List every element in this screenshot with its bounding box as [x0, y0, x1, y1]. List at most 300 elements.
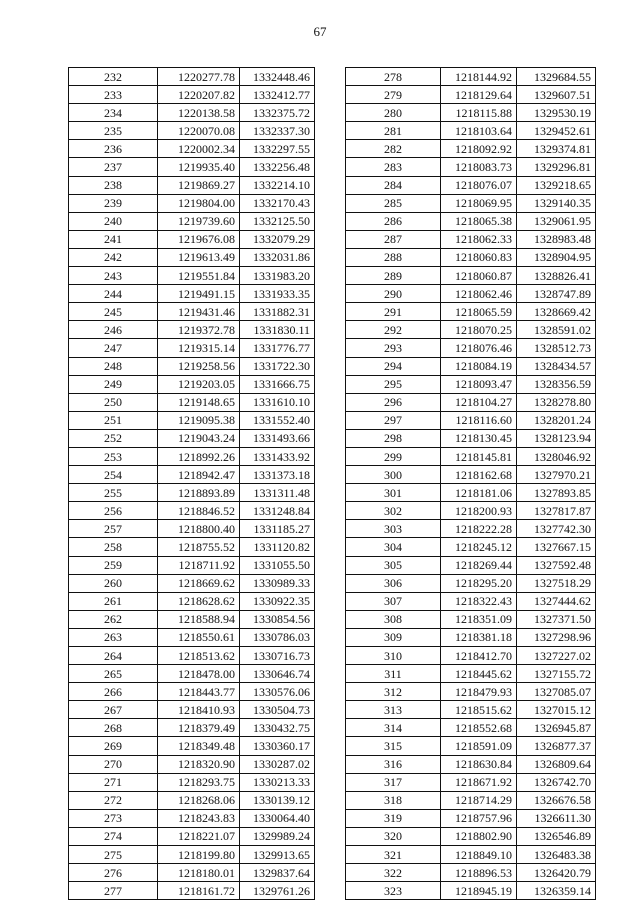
x-coordinate-cell: 1219935.40 [158, 158, 240, 176]
y-coordinate-cell: 1330786.03 [240, 628, 315, 646]
x-coordinate-cell: 1218115.88 [441, 104, 517, 122]
x-coordinate-cell: 1218104.27 [441, 393, 517, 411]
point-number-cell: 277 [69, 882, 158, 900]
point-number-cell: 284 [346, 176, 441, 194]
y-coordinate-cell: 1331722.30 [240, 357, 315, 375]
x-coordinate-cell: 1219203.05 [158, 375, 240, 393]
point-number-cell: 282 [346, 140, 441, 158]
table-row [346, 628, 596, 646]
y-coordinate-cell: 1330360.17 [240, 737, 315, 755]
point-number-cell: 237 [69, 158, 158, 176]
table-row [346, 520, 596, 538]
x-coordinate-cell: 1218103.64 [441, 122, 517, 140]
table-row [346, 755, 596, 773]
table-row [69, 846, 315, 864]
x-coordinate-cell: 1218243.83 [158, 809, 240, 827]
point-number-cell: 232 [69, 68, 158, 86]
point-number-cell: 256 [69, 502, 158, 520]
y-coordinate-cell: 1332375.72 [240, 104, 315, 122]
y-coordinate-cell: 1327085.07 [517, 683, 596, 701]
y-coordinate-cell: 1330646.74 [240, 665, 315, 683]
x-coordinate-cell: 1218322.43 [441, 592, 517, 610]
point-number-cell: 295 [346, 375, 441, 393]
point-number-cell: 264 [69, 647, 158, 665]
coordinate-table-right [345, 67, 596, 900]
x-coordinate-cell: 1218628.62 [158, 592, 240, 610]
x-coordinate-cell: 1219676.08 [158, 230, 240, 248]
y-coordinate-cell: 1331830.11 [240, 321, 315, 339]
y-coordinate-cell: 1326742.70 [517, 773, 596, 791]
y-coordinate-cell: 1328591.02 [517, 321, 596, 339]
table-row [346, 647, 596, 665]
point-number-cell: 245 [69, 303, 158, 321]
x-coordinate-cell: 1220138.58 [158, 104, 240, 122]
y-coordinate-cell: 1329296.81 [517, 158, 596, 176]
point-number-cell: 314 [346, 719, 441, 737]
y-coordinate-cell: 1332125.50 [240, 212, 315, 230]
y-coordinate-cell: 1328904.95 [517, 248, 596, 266]
y-coordinate-cell: 1329061.95 [517, 212, 596, 230]
table-row [69, 230, 315, 248]
y-coordinate-cell: 1326945.87 [517, 719, 596, 737]
y-coordinate-cell: 1326611.30 [517, 809, 596, 827]
table-row [69, 556, 315, 574]
y-coordinate-cell: 1331933.35 [240, 285, 315, 303]
table-row [346, 176, 596, 194]
x-coordinate-cell: 1218412.70 [441, 647, 517, 665]
y-coordinate-cell: 1332256.48 [240, 158, 315, 176]
point-number-cell: 261 [69, 592, 158, 610]
table-row [346, 158, 596, 176]
y-coordinate-cell: 1327298.96 [517, 628, 596, 646]
point-number-cell: 304 [346, 538, 441, 556]
y-coordinate-cell: 1332031.86 [240, 248, 315, 266]
x-coordinate-cell: 1218320.90 [158, 755, 240, 773]
table-row [346, 665, 596, 683]
y-coordinate-cell: 1326809.64 [517, 755, 596, 773]
x-coordinate-cell: 1218849.10 [441, 846, 517, 864]
point-number-cell: 315 [346, 737, 441, 755]
y-coordinate-cell: 1328983.48 [517, 230, 596, 248]
y-coordinate-cell: 1330504.73 [240, 701, 315, 719]
point-number-cell: 301 [346, 484, 441, 502]
table-row [69, 68, 315, 86]
table-row [346, 683, 596, 701]
coordinate-table-right-body [346, 68, 596, 900]
point-number-cell: 293 [346, 339, 441, 357]
table-row [69, 809, 315, 827]
table-row [69, 393, 315, 411]
x-coordinate-cell: 1218443.77 [158, 683, 240, 701]
y-coordinate-cell: 1332170.43 [240, 194, 315, 212]
point-number-cell: 299 [346, 447, 441, 465]
x-coordinate-cell: 1218084.19 [441, 357, 517, 375]
point-number-cell: 253 [69, 447, 158, 465]
x-coordinate-cell: 1218161.72 [158, 882, 240, 900]
x-coordinate-cell: 1218295.20 [441, 574, 517, 592]
y-coordinate-cell: 1331552.40 [240, 411, 315, 429]
y-coordinate-cell: 1326877.37 [517, 737, 596, 755]
y-coordinate-cell: 1329530.19 [517, 104, 596, 122]
table-row [346, 809, 596, 827]
x-coordinate-cell: 1218144.92 [441, 68, 517, 86]
table-row [69, 321, 315, 339]
table-row [346, 592, 596, 610]
point-number-cell: 251 [69, 411, 158, 429]
point-number-cell: 246 [69, 321, 158, 339]
y-coordinate-cell: 1330576.06 [240, 683, 315, 701]
y-coordinate-cell: 1326676.58 [517, 791, 596, 809]
x-coordinate-cell: 1218381.18 [441, 628, 517, 646]
point-number-cell: 239 [69, 194, 158, 212]
y-coordinate-cell: 1327444.62 [517, 592, 596, 610]
y-coordinate-cell: 1328826.41 [517, 267, 596, 285]
x-coordinate-cell: 1219431.46 [158, 303, 240, 321]
point-number-cell: 249 [69, 375, 158, 393]
table-row [69, 610, 315, 628]
y-coordinate-cell: 1332448.46 [240, 68, 315, 86]
table-row [69, 755, 315, 773]
x-coordinate-cell: 1218349.48 [158, 737, 240, 755]
x-coordinate-cell: 1218630.84 [441, 755, 517, 773]
x-coordinate-cell: 1218846.52 [158, 502, 240, 520]
y-coordinate-cell: 1327742.30 [517, 520, 596, 538]
y-coordinate-cell: 1331882.31 [240, 303, 315, 321]
x-coordinate-cell: 1218083.73 [441, 158, 517, 176]
table-row [69, 701, 315, 719]
y-coordinate-cell: 1327592.48 [517, 556, 596, 574]
table-row [346, 791, 596, 809]
coordinate-table-left [68, 67, 315, 900]
y-coordinate-cell: 1329452.61 [517, 122, 596, 140]
point-number-cell: 321 [346, 846, 441, 864]
table-row [346, 574, 596, 592]
y-coordinate-cell: 1327518.29 [517, 574, 596, 592]
table-row [69, 864, 315, 882]
point-number-cell: 281 [346, 122, 441, 140]
y-coordinate-cell: 1327893.85 [517, 484, 596, 502]
y-coordinate-cell: 1328747.89 [517, 285, 596, 303]
table-row [69, 104, 315, 122]
x-coordinate-cell: 1218269.44 [441, 556, 517, 574]
x-coordinate-cell: 1219804.00 [158, 194, 240, 212]
x-coordinate-cell: 1219258.56 [158, 357, 240, 375]
point-number-cell: 276 [69, 864, 158, 882]
x-coordinate-cell: 1219372.78 [158, 321, 240, 339]
y-coordinate-cell: 1328356.59 [517, 375, 596, 393]
table-row [346, 429, 596, 447]
point-number-cell: 302 [346, 502, 441, 520]
y-coordinate-cell: 1332297.55 [240, 140, 315, 158]
x-coordinate-cell: 1218410.93 [158, 701, 240, 719]
y-coordinate-cell: 1331248.84 [240, 502, 315, 520]
point-number-cell: 266 [69, 683, 158, 701]
y-coordinate-cell: 1329374.81 [517, 140, 596, 158]
point-number-cell: 243 [69, 267, 158, 285]
y-coordinate-cell: 1327817.87 [517, 502, 596, 520]
y-coordinate-cell: 1331120.82 [240, 538, 315, 556]
table-row [346, 122, 596, 140]
table-row [69, 683, 315, 701]
y-coordinate-cell: 1327667.15 [517, 538, 596, 556]
table-row [69, 339, 315, 357]
y-coordinate-cell: 1329761.26 [240, 882, 315, 900]
table-row [69, 484, 315, 502]
point-number-cell: 248 [69, 357, 158, 375]
point-number-cell: 323 [346, 882, 441, 900]
table-row [69, 212, 315, 230]
point-number-cell: 312 [346, 683, 441, 701]
table-row [346, 285, 596, 303]
table-row [69, 882, 315, 900]
y-coordinate-cell: 1330716.73 [240, 647, 315, 665]
x-coordinate-cell: 1218379.49 [158, 719, 240, 737]
point-number-cell: 285 [346, 194, 441, 212]
point-number-cell: 271 [69, 773, 158, 791]
y-coordinate-cell: 1326546.89 [517, 827, 596, 845]
table-row [69, 502, 315, 520]
table-row [346, 411, 596, 429]
x-coordinate-cell: 1219551.84 [158, 267, 240, 285]
point-number-cell: 294 [346, 357, 441, 375]
point-number-cell: 259 [69, 556, 158, 574]
x-coordinate-cell: 1218711.92 [158, 556, 240, 574]
point-number-cell: 236 [69, 140, 158, 158]
table-row [346, 484, 596, 502]
point-number-cell: 241 [69, 230, 158, 248]
table-row [69, 737, 315, 755]
point-number-cell: 252 [69, 429, 158, 447]
y-coordinate-cell: 1329218.65 [517, 176, 596, 194]
y-coordinate-cell: 1329989.24 [240, 827, 315, 845]
x-coordinate-cell: 1219613.49 [158, 248, 240, 266]
table-row [346, 86, 596, 104]
table-row [346, 339, 596, 357]
table-row [69, 375, 315, 393]
point-number-cell: 307 [346, 592, 441, 610]
point-number-cell: 306 [346, 574, 441, 592]
point-number-cell: 247 [69, 339, 158, 357]
coordinate-table-left-body [69, 68, 315, 900]
table-row [346, 466, 596, 484]
x-coordinate-cell: 1218351.09 [441, 610, 517, 628]
x-coordinate-cell: 1218479.93 [441, 683, 517, 701]
table-row [69, 538, 315, 556]
x-coordinate-cell: 1218588.94 [158, 610, 240, 628]
point-number-cell: 238 [69, 176, 158, 194]
point-number-cell: 318 [346, 791, 441, 809]
point-number-cell: 263 [69, 628, 158, 646]
table-row [69, 248, 315, 266]
y-coordinate-cell: 1329607.51 [517, 86, 596, 104]
table-row [69, 466, 315, 484]
y-coordinate-cell: 1329837.64 [240, 864, 315, 882]
x-coordinate-cell: 1219491.15 [158, 285, 240, 303]
point-number-cell: 288 [346, 248, 441, 266]
x-coordinate-cell: 1218145.81 [441, 447, 517, 465]
point-number-cell: 289 [346, 267, 441, 285]
x-coordinate-cell: 1218992.26 [158, 447, 240, 465]
x-coordinate-cell: 1218515.62 [441, 701, 517, 719]
x-coordinate-cell: 1218065.38 [441, 212, 517, 230]
y-coordinate-cell: 1330287.02 [240, 755, 315, 773]
table-row [69, 194, 315, 212]
table-row [69, 665, 315, 683]
x-coordinate-cell: 1218180.01 [158, 864, 240, 882]
x-coordinate-cell: 1218062.46 [441, 285, 517, 303]
y-coordinate-cell: 1330432.75 [240, 719, 315, 737]
table-row [69, 773, 315, 791]
y-coordinate-cell: 1328123.94 [517, 429, 596, 447]
x-coordinate-cell: 1219739.60 [158, 212, 240, 230]
y-coordinate-cell: 1328434.57 [517, 357, 596, 375]
x-coordinate-cell: 1218591.09 [441, 737, 517, 755]
y-coordinate-cell: 1328201.24 [517, 411, 596, 429]
point-number-cell: 269 [69, 737, 158, 755]
x-coordinate-cell: 1218065.59 [441, 303, 517, 321]
point-number-cell: 283 [346, 158, 441, 176]
x-coordinate-cell: 1218070.25 [441, 321, 517, 339]
y-coordinate-cell: 1328278.80 [517, 393, 596, 411]
table-row [346, 701, 596, 719]
x-coordinate-cell: 1218062.33 [441, 230, 517, 248]
y-coordinate-cell: 1332412.77 [240, 86, 315, 104]
table-row [346, 447, 596, 465]
y-coordinate-cell: 1327970.21 [517, 466, 596, 484]
table-row [346, 357, 596, 375]
y-coordinate-cell: 1331185.27 [240, 520, 315, 538]
point-number-cell: 255 [69, 484, 158, 502]
point-number-cell: 267 [69, 701, 158, 719]
x-coordinate-cell: 1219148.65 [158, 393, 240, 411]
point-number-cell: 279 [346, 86, 441, 104]
y-coordinate-cell: 1331373.18 [240, 466, 315, 484]
x-coordinate-cell: 1219043.24 [158, 429, 240, 447]
x-coordinate-cell: 1218513.62 [158, 647, 240, 665]
x-coordinate-cell: 1218671.92 [441, 773, 517, 791]
point-number-cell: 274 [69, 827, 158, 845]
table-row [346, 267, 596, 285]
table-row [346, 846, 596, 864]
point-number-cell: 270 [69, 755, 158, 773]
point-number-cell: 287 [346, 230, 441, 248]
table-row [69, 429, 315, 447]
point-number-cell: 310 [346, 647, 441, 665]
x-coordinate-cell: 1218093.47 [441, 375, 517, 393]
table-row [346, 502, 596, 520]
y-coordinate-cell: 1332214.10 [240, 176, 315, 194]
x-coordinate-cell: 1219869.27 [158, 176, 240, 194]
point-number-cell: 233 [69, 86, 158, 104]
y-coordinate-cell: 1331666.75 [240, 375, 315, 393]
x-coordinate-cell: 1218060.83 [441, 248, 517, 266]
x-coordinate-cell: 1218293.75 [158, 773, 240, 791]
point-number-cell: 268 [69, 719, 158, 737]
point-number-cell: 305 [346, 556, 441, 574]
table-row [346, 230, 596, 248]
x-coordinate-cell: 1220070.08 [158, 122, 240, 140]
y-coordinate-cell: 1329913.65 [240, 846, 315, 864]
table-row [346, 538, 596, 556]
point-number-cell: 320 [346, 827, 441, 845]
y-coordinate-cell: 1328669.42 [517, 303, 596, 321]
point-number-cell: 316 [346, 755, 441, 773]
point-number-cell: 278 [346, 68, 441, 86]
table-row [69, 86, 315, 104]
y-coordinate-cell: 1330922.35 [240, 592, 315, 610]
x-coordinate-cell: 1218222.28 [441, 520, 517, 538]
x-coordinate-cell: 1219315.14 [158, 339, 240, 357]
table-row [346, 68, 596, 86]
x-coordinate-cell: 1220277.78 [158, 68, 240, 86]
x-coordinate-cell: 1218942.47 [158, 466, 240, 484]
y-coordinate-cell: 1327227.02 [517, 647, 596, 665]
point-number-cell: 244 [69, 285, 158, 303]
x-coordinate-cell: 1218060.87 [441, 267, 517, 285]
y-coordinate-cell: 1331776.77 [240, 339, 315, 357]
point-number-cell: 319 [346, 809, 441, 827]
point-number-cell: 290 [346, 285, 441, 303]
point-number-cell: 313 [346, 701, 441, 719]
x-coordinate-cell: 1218221.07 [158, 827, 240, 845]
x-coordinate-cell: 1218162.68 [441, 466, 517, 484]
x-coordinate-cell: 1219095.38 [158, 411, 240, 429]
table-row [69, 122, 315, 140]
point-number-cell: 291 [346, 303, 441, 321]
point-number-cell: 250 [69, 393, 158, 411]
point-number-cell: 234 [69, 104, 158, 122]
point-number-cell: 235 [69, 122, 158, 140]
point-number-cell: 242 [69, 248, 158, 266]
point-number-cell: 303 [346, 520, 441, 538]
table-row [346, 303, 596, 321]
table-row [69, 574, 315, 592]
table-row [346, 375, 596, 393]
point-number-cell: 260 [69, 574, 158, 592]
page-number: 67 [313, 24, 327, 39]
table-row [346, 140, 596, 158]
x-coordinate-cell: 1220002.34 [158, 140, 240, 158]
point-number-cell: 322 [346, 864, 441, 882]
table-row [69, 447, 315, 465]
x-coordinate-cell: 1218552.68 [441, 719, 517, 737]
point-number-cell: 265 [69, 665, 158, 683]
table-row [346, 248, 596, 266]
y-coordinate-cell: 1331983.20 [240, 267, 315, 285]
x-coordinate-cell: 1218757.96 [441, 809, 517, 827]
point-number-cell: 262 [69, 610, 158, 628]
x-coordinate-cell: 1220207.82 [158, 86, 240, 104]
table-row [69, 411, 315, 429]
y-coordinate-cell: 1329684.55 [517, 68, 596, 86]
point-number-cell: 257 [69, 520, 158, 538]
table-row [346, 212, 596, 230]
table-row [69, 827, 315, 845]
table-row [69, 303, 315, 321]
y-coordinate-cell: 1327371.50 [517, 610, 596, 628]
y-coordinate-cell: 1331311.48 [240, 484, 315, 502]
point-number-cell: 286 [346, 212, 441, 230]
y-coordinate-cell: 1326483.38 [517, 846, 596, 864]
point-number-cell: 308 [346, 610, 441, 628]
y-coordinate-cell: 1331055.50 [240, 556, 315, 574]
y-coordinate-cell: 1326359.14 [517, 882, 596, 900]
point-number-cell: 254 [69, 466, 158, 484]
y-coordinate-cell: 1331433.92 [240, 447, 315, 465]
table-row [346, 393, 596, 411]
table-row [69, 357, 315, 375]
table-row [69, 592, 315, 610]
